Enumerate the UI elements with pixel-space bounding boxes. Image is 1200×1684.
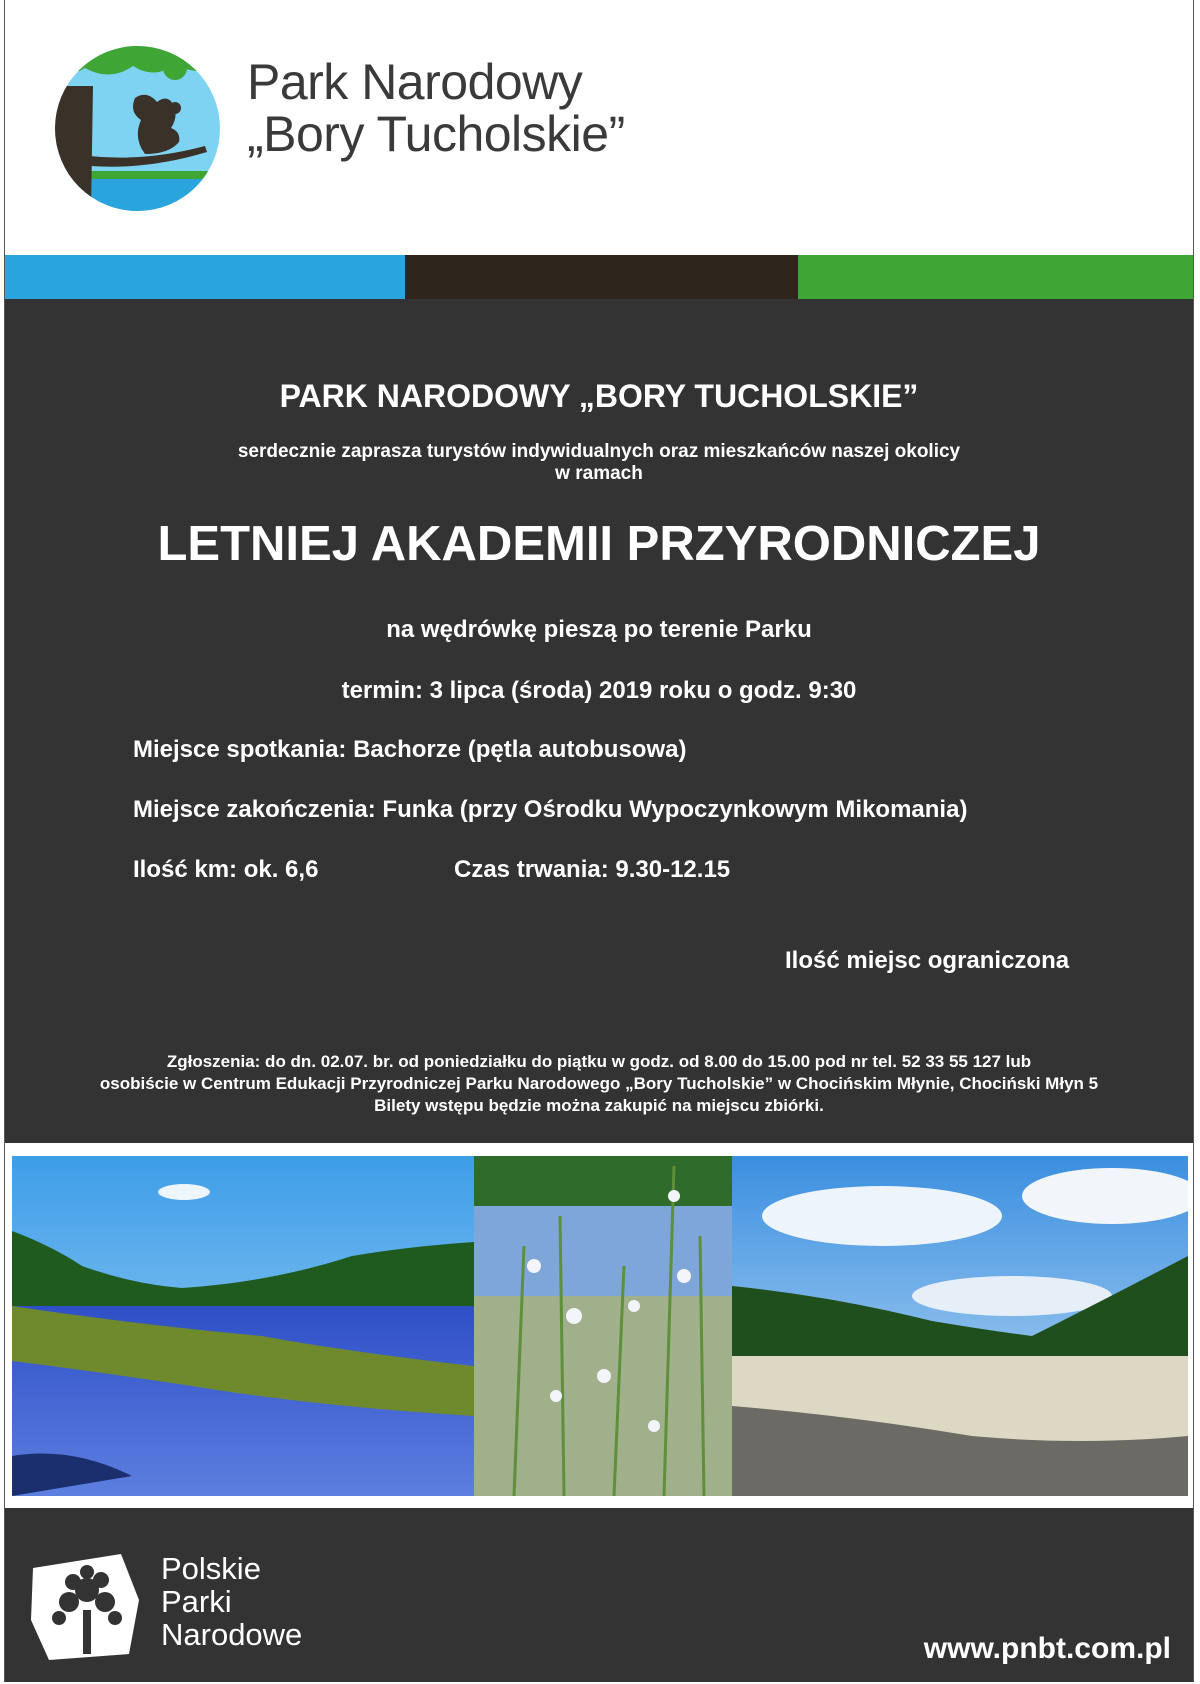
park-logo-text <box>247 56 625 160</box>
ppn-line-2: Parki <box>161 1584 232 1619</box>
distance: Ilość km: ok. 6,6 <box>133 856 319 883</box>
logo-line-1: Park Narodowy <box>247 54 583 110</box>
registration-line-1: Zgłoszenia: do dn. 02.07. br. od poniedziałku do piątku w godz. od 8.00 do 15.00 pod nr tel. 52 33 55 127 lub <box>166 1052 1032 1071</box>
headline: LETNIEJ AKADEMII PRZYRODNICZEJ <box>157 517 1041 571</box>
dunes-photo <box>732 1156 1188 1496</box>
photo-strip <box>12 1156 1188 1496</box>
footer <box>5 1508 1193 1682</box>
website-link[interactable]: www.pnbt.com.pl <box>923 1632 1171 1665</box>
flowers-photo <box>474 1156 732 1496</box>
lake-photo <box>12 1156 474 1496</box>
duration: Czas trwania: 9.30-12.15 <box>454 856 731 883</box>
polskie-parki-narodowe-logo-icon <box>29 1550 145 1662</box>
main-panel <box>5 299 1193 1143</box>
limited-places: Ilość miejsc ograniczona <box>785 947 1070 974</box>
meeting-place: Miejsce spotkania: Bachorze (pętla autobusowa) <box>133 736 687 763</box>
subtitle: na wędrówkę pieszą po terenie Parku <box>386 616 812 643</box>
logo-line-2: „Bory Tucholskie” <box>247 106 625 162</box>
color-stripes <box>5 255 1193 299</box>
main-title: PARK NARODOWY „BORY TUCHOLSKIE” <box>279 378 919 414</box>
polskie-parki-narodowe-text <box>161 1552 302 1651</box>
stripe-brown <box>405 255 798 299</box>
stripe-blue <box>5 255 405 299</box>
registration-line-2: osobiście w Centrum Edukacji Przyrodniczej Parku Narodowego „Bory Tucholskie” w Chocińskim Młynie, Chociński Młyn 5 <box>99 1074 1099 1093</box>
event-date: termin: 3 lipca (środa) 2019 roku o godz. 9:30 <box>341 677 857 704</box>
ppn-line-3: Narodowe <box>161 1617 303 1652</box>
invite-line-2: w ramach <box>555 463 643 484</box>
invite-line-1: serdecznie zaprasza turystów indywidualnych oraz mieszkańców naszej okolicy <box>237 441 961 462</box>
park-logo-icon <box>55 46 220 211</box>
end-place: Miejsce zakończenia: Funka (przy Ośrodku Wypoczynkowym Mikomania) <box>133 796 968 823</box>
registration-line-3: Bilety wstępu będzie można zakupić na miejscu zbiórki. <box>374 1096 824 1115</box>
stripe-green <box>798 255 1193 299</box>
header <box>5 0 1193 255</box>
ppn-line-1: Polskie <box>161 1551 261 1586</box>
